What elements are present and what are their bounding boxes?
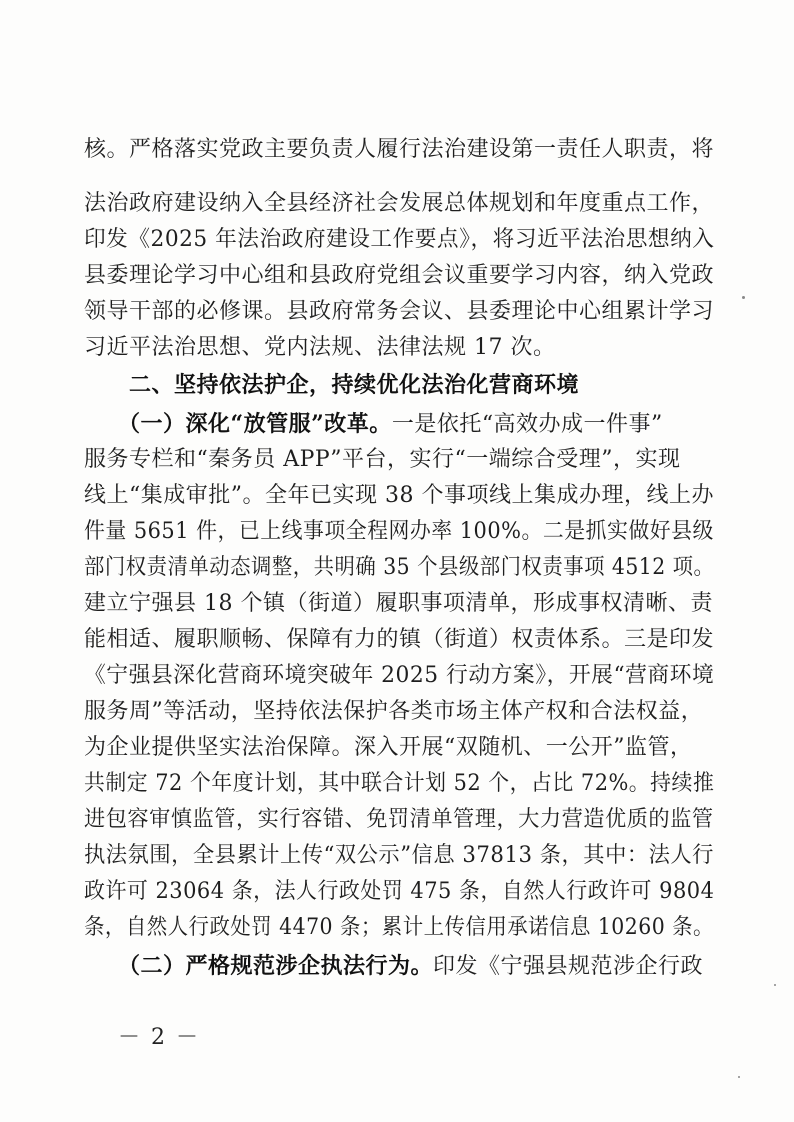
text-segment: 为企业提供坚实法治保障。深入开展“双随机、一公开”监管，	[84, 735, 693, 760]
scan-speck	[738, 1076, 740, 1078]
text-line	[84, 662, 714, 690]
text-line	[84, 446, 680, 474]
bold-text-segment: 二、坚持依法护企，持续优化法治化营商环境	[84, 373, 580, 398]
text-segment: 执法氛围，全县累计上传“双公示”信息 37813 条，其中：法人行	[84, 843, 714, 868]
text-line	[84, 878, 714, 906]
text-line	[84, 842, 714, 870]
text-segment: 服务周”等活动，坚持依法保护各类市场主体产权和合法权益，	[84, 699, 704, 724]
text-line	[84, 262, 714, 290]
text-segment: 《宁强县深化营商环境突破年 2025 行动方案》，开展“营商环境	[84, 663, 715, 688]
text-line	[84, 136, 714, 164]
text-line	[84, 952, 703, 980]
text-line	[84, 410, 663, 438]
text-line	[84, 590, 713, 618]
scan-speck	[774, 984, 776, 986]
text-line	[84, 190, 714, 218]
text-segment: 领导干部的必修课。县政府常务会议、县委理论中心组累计学习	[84, 299, 715, 324]
text-line	[84, 806, 714, 834]
page-number: － 2 －	[118, 1025, 200, 1050]
text-line	[84, 372, 579, 400]
scan-speck	[742, 296, 745, 299]
text-segment: 法治政府建设纳入全县经济社会发展总体规划和年度重点工作，	[84, 191, 715, 216]
text-segment: 印发《2025 年法治政府建设工作要点》，将习近平法治思想纳入	[84, 227, 715, 252]
text-segment: 部门权责清单动态调整，共明确 35 个县级部门权责事项 4512 项。	[84, 555, 715, 580]
text-line	[84, 626, 714, 654]
text-line	[84, 298, 714, 326]
text-segment: 进包容审慎监管，实行容错、免罚清单管理，大力营造优质的监管	[84, 807, 714, 832]
text-line	[84, 770, 714, 798]
text-segment: 能相适、履职顺畅、保障有力的镇（街道）权责体系。三是印发	[84, 627, 715, 652]
text-line	[84, 518, 714, 546]
text-line	[84, 226, 714, 254]
text-segment: 共制定 72 个年度计划，其中联合计划 52 个，占比 72%。持续推	[84, 771, 715, 796]
text-line	[84, 334, 555, 362]
text-line	[84, 914, 714, 942]
text-segment: 线上“集成审批”。全年已实现 38 个事项线上集成办理，线上办	[84, 483, 714, 508]
text-line	[84, 482, 714, 510]
text-line	[84, 734, 693, 762]
text-segment: 县委理论学习中心组和县政府党组会议重要学习内容，纳入党政	[84, 263, 715, 288]
text-segment: 条，自然人行政处罚 4470 条；累计上传信用承诺信息 10260 条。	[84, 915, 714, 940]
text-segment: 习近平法治思想、党内法规、法律法规 17 次。	[84, 335, 556, 360]
text-segment: 政许可 23064 条，法人行政处罚 475 条，自然人行政许可 9804	[84, 879, 715, 904]
text-segment: 印发《宁强县规范涉企行政	[433, 954, 704, 979]
bold-text-segment: （二）严格规范涉企执法行为。	[84, 953, 434, 979]
text-line	[84, 698, 703, 726]
text-segment: 件量 5651 件，已上线事项全程网办率 100%。二是抓实做好县级	[84, 519, 714, 544]
body-text	[84, 0, 714, 1000]
bold-text-segment: （一）深化“放管服”改革。	[84, 411, 392, 437]
text-line	[84, 554, 714, 582]
text-segment: 建立宁强县 18 个镇（街道）履职事项清单，形成事权清晰、责	[84, 591, 713, 616]
text-segment: 服务专栏和“秦务员 APP”平台，实行“一端综合受理”，实现	[84, 447, 681, 472]
text-segment: 一是依托“高效办成一件事”	[391, 412, 663, 437]
text-segment: 核。严格落实党政主要负责人履行法治建设第一责任人职责，将	[84, 137, 715, 162]
